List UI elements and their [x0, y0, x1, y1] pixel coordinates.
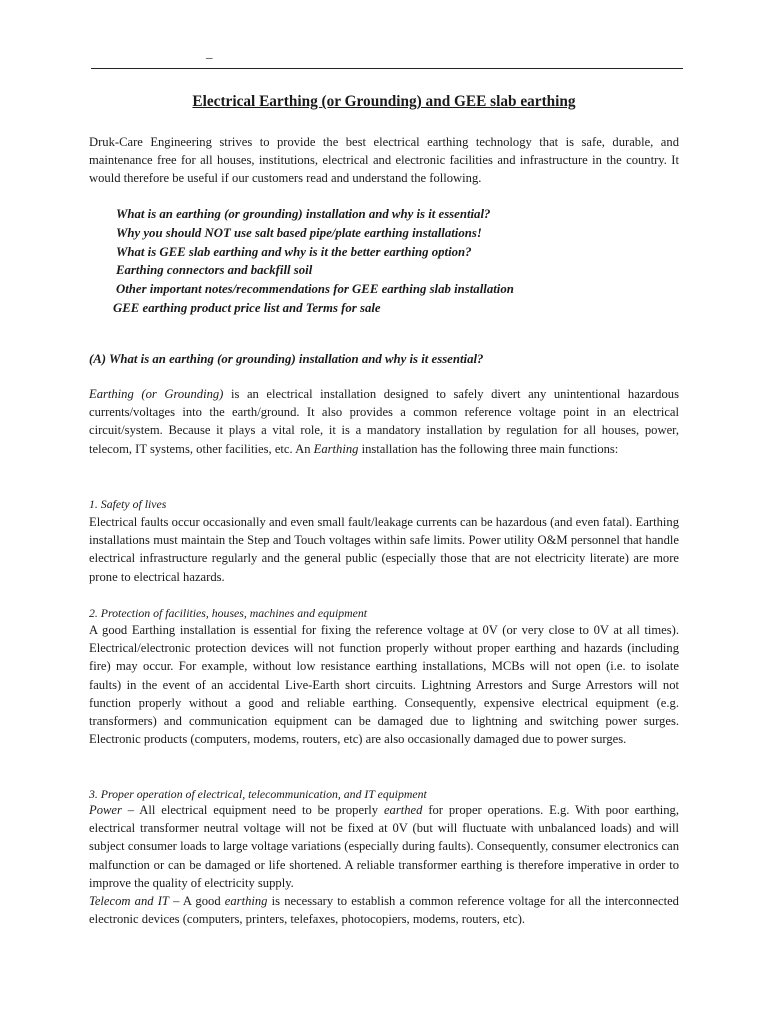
term-earthed: earthed: [383, 803, 423, 817]
term-earthing-grounding: Earthing (or Grounding): [89, 387, 224, 401]
item-3-paragraph: [89, 801, 679, 928]
topic-item: Earthing connectors and backfill soil: [116, 263, 313, 278]
power-text-1: – All electrical equipment need to be properly: [121, 803, 384, 817]
term-earthing: Earthing: [313, 441, 359, 456]
section-a-text-1: is an electrical installation designed to safely divert any unintentional hazardous currents/voltages into the earth/ground. It also provides a common reference voltage point in an electrical circuit/system. Because it plays a vital role, it is a mandatory installation by regulation for all houses, power, telecom, IT systems, other facilities, etc. An: [89, 387, 679, 456]
topic-item: Other important notes/recommendations for GEE earthing slab installation: [116, 282, 514, 297]
item-2-paragraph: A good Earthing installation is essential for fixing the reference voltage at 0V (or very close to 0V at all times). Electrical/electronic protection devices will not function properly without proper earthing and hazards (including fire) may occur. For example, without low resistance earthing installations, MCBs will not open (i.e. to isolate faults) in the event of an accidental Live-Earth short circuits. Lightning Arrestors and Surge Arrestors will not function properly without a good and reliable earthing. Consequently, expensive electrical equipment (e.g. transformers) and communication equipment can be damaged due to lightning and switching power surges. Electronic products (computers, modems, routers, etc) are also occasionally damaged due to power surges.: [89, 623, 679, 747]
item-2-heading: 2. Protection of facilities, houses, machines and equipment: [89, 606, 368, 620]
section-a-heading: (A) What is an earthing (or grounding) installation and why is it essential?: [89, 352, 484, 366]
item-3-heading: 3. Proper operation of electrical, telecommunication, and IT equipment: [89, 787, 427, 801]
topic-list: [113, 205, 696, 318]
topic-item: What is GEE slab earthing and why is it the better earthing option?: [116, 244, 472, 259]
term-earthing-2: earthing: [224, 894, 268, 909]
intro-paragraph: Druk-Care Engineering strives to provide the best electrical earthing technology that is safe, durable, and maintenance free for all houses, institutions, electrical and electronic facilities and infrastructure in the country. It would therefore be useful if our customers read and understand the following.: [89, 135, 679, 186]
term-telecom-it: Telecom and IT: [89, 894, 169, 909]
power-text-2: for proper operations. E.g. With poor earthing, electrical transformer neutral voltage will not be fixed at 0V (but will fluctuate with unbalanced loads) and will subject consumer loads to large voltage variations (especially during faults). Consequently, consumer electronics can malfunction or can be damaged or life shortened. A reliable transformer earthing is therefore imperative in order to improve the quality of electricity supply.: [89, 803, 680, 890]
item-1-paragraph: Electrical faults occur occasionally and even small fault/leakage currents can be hazardous (and even fatal). Earthing installations must maintain the Step and Touch voltages within safe limits. Power utility O&M personnel that handle electrical infrastructure regularly and the general public (especially those that are not electricity literate) are more prone to electrical hazards.: [89, 515, 679, 584]
telecom-text-2: is necessary to establish a common reference voltage for all the interconnected electronic devices (computers, printers, telefaxes, photocopiers, modems, routers, etc).: [89, 894, 679, 927]
topic-item: [113, 299, 696, 318]
topic-item-text: GEE earthing product price list and Terms for sale: [113, 300, 381, 315]
item-1-heading: 1. Safety of lives: [89, 497, 167, 511]
page-title: Electrical Earthing (or Grounding) and GEE slab earthing: [192, 93, 576, 110]
telecom-text-1: – A good: [168, 894, 225, 909]
term-power: Power: [89, 803, 122, 817]
header-dash: _: [206, 45, 213, 60]
section-a-text-2: installation has the following three main functions:: [358, 441, 619, 456]
topic-item: What is an earthing (or grounding) installation and why is it essential?: [116, 207, 491, 221]
topic-item: Why you should NOT use salt based pipe/plate earthing installations!: [116, 225, 482, 240]
section-a-paragraph: [89, 385, 679, 458]
header-rule: [91, 68, 683, 69]
